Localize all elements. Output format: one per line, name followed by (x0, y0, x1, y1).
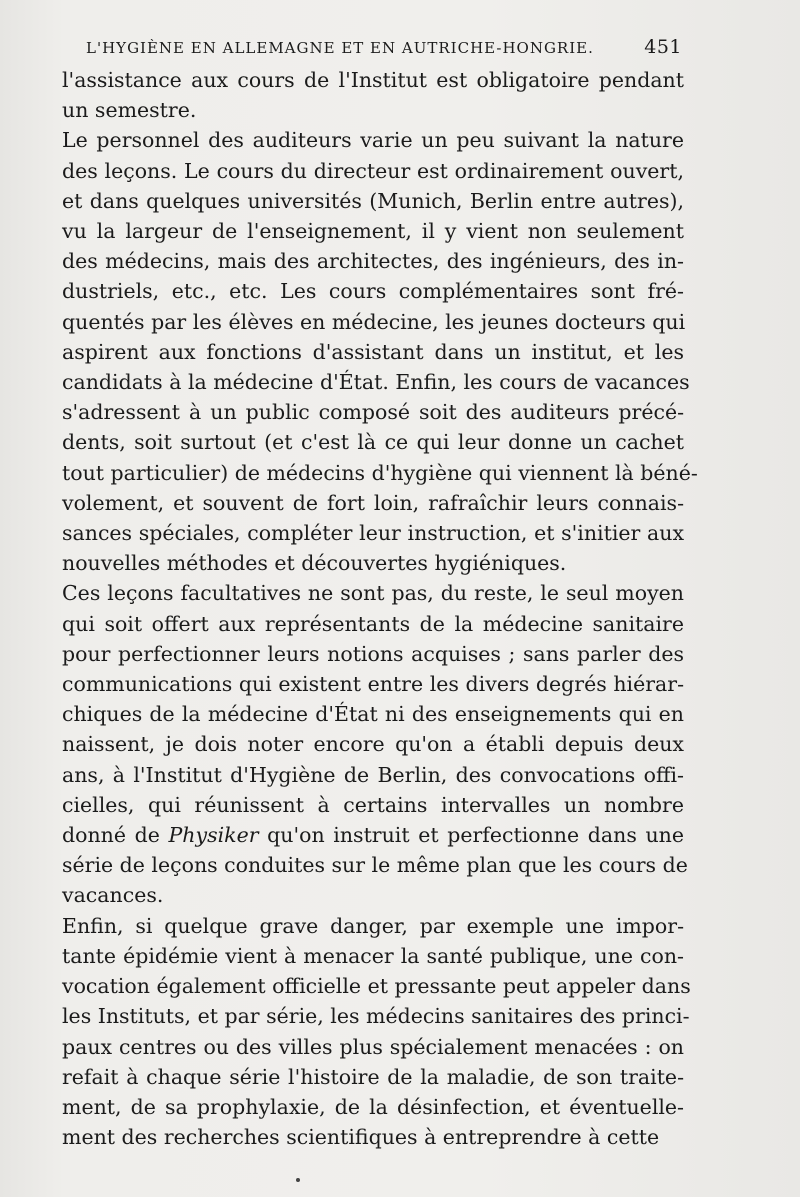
text-line: donné de Physiker qu'on instruit et perfectionne dans une (62, 823, 684, 848)
italic-term: Physiker (168, 823, 259, 848)
paragraph (62, 125, 698, 578)
text-line: vocation également officielle et pressante peut appeler dans (62, 974, 691, 999)
running-title: L'HYGIÈNE EN ALLEMAGNE ET EN AUTRICHE-HONGRIE. (86, 39, 594, 57)
text-line: les Instituts, et par série, les médecins sanitaires des princi- (62, 1004, 690, 1029)
text-line: tout particulier) de médecins d'hygiène qui viennent là béné- (62, 460, 698, 485)
running-head (86, 36, 682, 58)
text-line: ment, de sa prophylaxie, de la désinfection, et éventuelle- (62, 1094, 684, 1119)
paragraph (62, 911, 691, 1153)
text-line: ans, à l'Institut d'Hygiène de Berlin, des convocations offi- (62, 762, 684, 787)
text-line: et dans quelques universités (Munich, Berlin entre autres), (62, 188, 684, 213)
body-text (62, 65, 698, 1152)
text-line: Le personnel des auditeurs varie un peu suivant la nature (62, 128, 684, 153)
text-line: série de leçons conduites sur le même plan que les cours de (62, 853, 688, 878)
text-line: cielles, qui réunissent à certains intervalles un nombre (62, 792, 684, 817)
text-line: quentés par les élèves en médecine, les jeunes docteurs qui (62, 309, 686, 334)
text-line: Enfin, si quelque grave danger, par exemple une impor- (62, 913, 684, 938)
text-line: dents, soit surtout (et c'est là ce qui leur donne un cachet (62, 430, 684, 455)
text-line: ment des recherches scientifiques à entreprendre à cette (62, 1125, 660, 1150)
text-line: paux centres ou des villes plus spécialement menacées : on (62, 1034, 684, 1059)
printer-mark (296, 1178, 300, 1182)
text-line: tante épidémie vient à menacer la santé publique, une con- (62, 943, 684, 968)
text-line: volement, et souvent de fort loin, rafraîchir leurs connais- (62, 490, 684, 515)
text-line: sances spéciales, compléter leur instruction, et s'initier aux (62, 521, 684, 546)
text-line: Ces leçons facultatives ne sont pas, du reste, le seul moyen (62, 581, 684, 606)
text-line: qui soit offert aux représentants de la médecine sanitaire (62, 611, 684, 636)
text-line: dustriels, etc., etc. Les cours complémentaires sont fré- (62, 279, 684, 304)
text-line: naissent, je dois noter encore qu'on a établi depuis deux (62, 732, 684, 757)
text-line: nouvelles méthodes et découvertes hygiéniques. (62, 551, 567, 576)
text-line: chiques de la médecine d'État ni des enseignements qui en (62, 702, 684, 727)
text-line: candidats à la médecine d'État. Enfin, les cours de vacances (62, 370, 690, 395)
page-number: 451 (644, 36, 682, 58)
text-line: refait à chaque série l'histoire de la maladie, de son traite- (62, 1064, 684, 1089)
text-line: pour perfectionner leurs notions acquises ; sans parler des (62, 641, 684, 666)
text-line: s'adressent à un public composé soit des auditeurs précé- (62, 400, 684, 425)
paragraph (62, 65, 684, 125)
text-line: communications qui existent entre les divers degrés hiérar- (62, 672, 684, 697)
text-line: vacances. (62, 883, 164, 908)
text-line: des médecins, mais des architectes, des ingénieurs, des in- (62, 249, 684, 274)
text-line: l'assistance aux cours de l'Institut est obligatoire pendant (62, 68, 684, 92)
text-line: vu la largeur de l'enseignement, il y vient non seulement (62, 219, 684, 244)
text-line: aspirent aux fonctions d'assistant dans un institut, et les (62, 339, 684, 364)
text-line: un semestre. (62, 98, 197, 123)
text-line: des leçons. Le cours du directeur est ordinairement ouvert, (62, 158, 684, 183)
paragraph (62, 578, 688, 910)
